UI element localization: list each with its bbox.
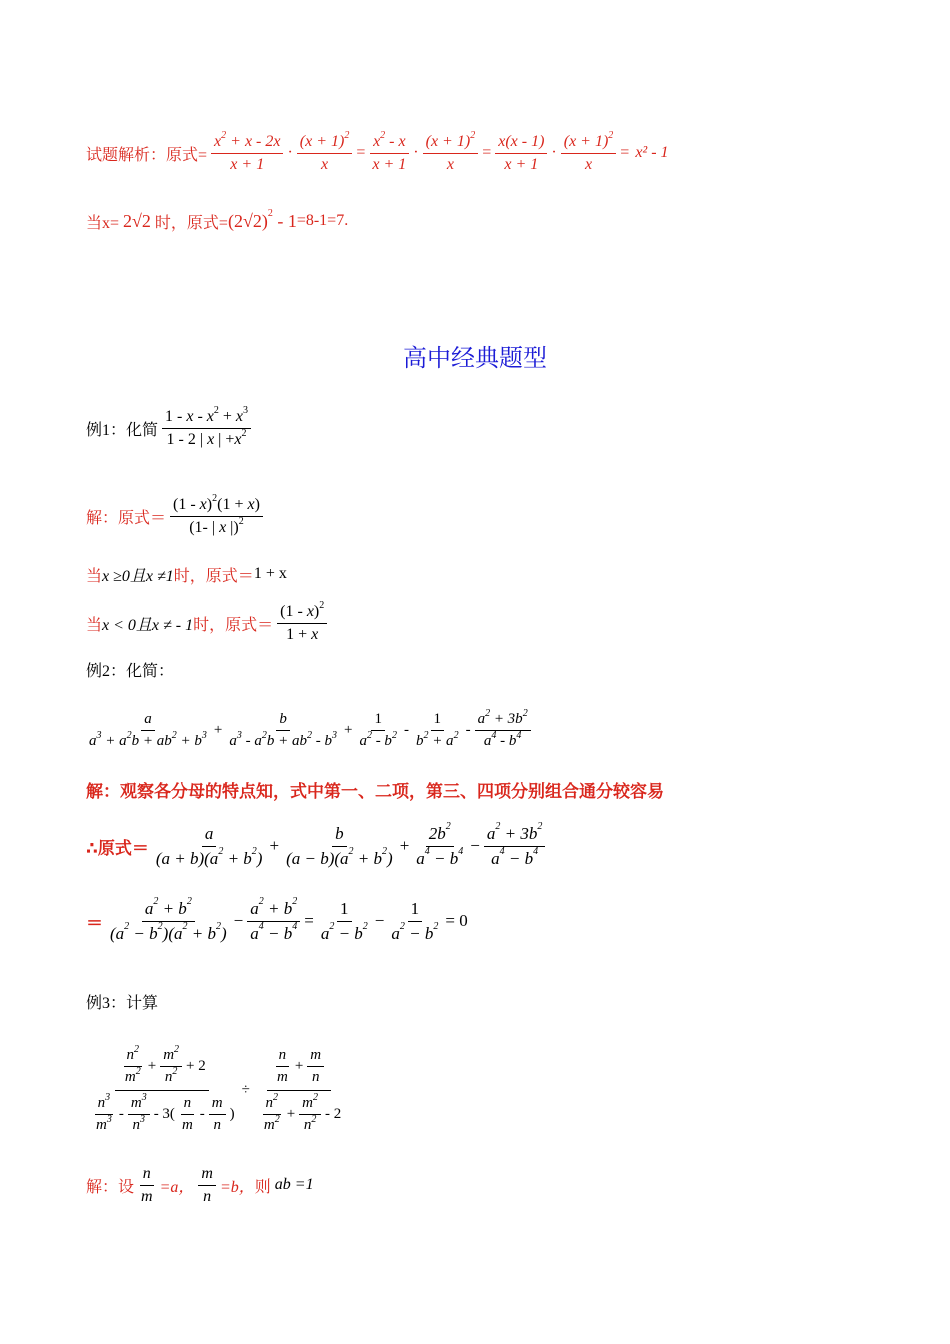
- solution-label: 解：设: [86, 1178, 135, 1196]
- compound-fraction: $\frac{n^2}{m^2}$ + $\frac{m^2}{n^2}$ + 2 $\frac{n^3}{m^3}$ - $\frac{m^3}{n^3}$ - 3( $\frac{n}{m}$ - $\frac{m}{n}$ ): [86, 1047, 238, 1134]
- fraction: $\frac{1}{a^2 - b^2}$: [391, 898, 439, 943]
- fraction: $\frac{a^2 + b^2}{(a^2 - b^2)(a^2 + b^2)}$: [110, 895, 227, 943]
- zero-result: = 0: [445, 911, 468, 930]
- case-1-condition: x ≥0且x ≠1: [102, 567, 174, 585]
- when-line: [86, 206, 348, 236]
- fraction: $\frac{a^2 + 3b^2}{a^4 - b^4}$: [484, 824, 545, 869]
- example-2-step-1: ∴原式＝ $\frac{a}{(a + b)(a^2 + b^2)}$ + $\frac{b}{(a - b)(a^2 + b^2)}$ + $\frac{2b^2}{a^4 - b^4}$ − $\frac{a^2 + 3b^2}{a^4 - b^4}$: [86, 818, 549, 874]
- fraction: $\frac{1}{a^2 - b^2}$: [359, 710, 397, 749]
- case-1-prefix: 当: [86, 567, 103, 585]
- fraction: $\frac{b}{(a - b)(a^2 + b^2)}$: [286, 823, 393, 868]
- substitution-a: =a，: [159, 1178, 195, 1196]
- example-1-solution: [86, 490, 267, 542]
- fraction: $\frac{x^2 - x}{x + 1}$: [369, 133, 409, 174]
- fraction: $\frac{a^2 + b^2}{a^4 - b^4}$: [247, 899, 300, 944]
- when-value: 2√2: [123, 210, 151, 231]
- fraction: $\frac{(x + 1)^2}{x}$: [297, 133, 353, 174]
- equals-sign: ＝: [86, 913, 103, 933]
- solution-label: 解：原式＝: [86, 509, 167, 527]
- fraction: $\frac{n^2}{m^2}$: [263, 1091, 280, 1133]
- example-3-expression: $\frac{n^2}{m^2}$ + $\frac{m^2}{n^2}$ + 2 $\frac{n^3}{m^3}$ - $\frac{m^3}{n^3}$ - 3( $\frac{n}{m}$ - $\frac{m}{n}$ ) ÷ $\frac{n}{m}$ + $\frac{m}{n}$ $\frac{n^2}{m^2}$ + $\frac{m^2}{n^2}$ - 2: [86, 1036, 348, 1144]
- example-1-label: 例1：化简: [86, 421, 159, 439]
- case-1: [86, 562, 287, 586]
- example-2-solution-text: 解：观察各分母的特点知，式中第一、二项，第三、四项分别组合通分较容易: [86, 782, 664, 802]
- example-2-expression: $\frac{a}{a^3 + a^2b + ab^2 + b^3}$ + $\frac{b}{a^3 - a^2b + ab^2 - b^3}$ + $\frac{1}{a^2 - b^2}$ - $\frac{1}{b^2 + a^2}$ - $\frac{a^2 + 3b^2}{a^4 - b^4}$: [86, 704, 535, 756]
- fraction: $\frac{m}{n}$: [307, 1047, 324, 1086]
- fraction: $\frac{n^3}{m^3}$: [96, 1091, 112, 1133]
- fraction: $\frac{n^2}{m^2}$: [124, 1043, 141, 1085]
- fraction: $\frac{n}{m}$: [181, 1094, 193, 1133]
- case-1-result: 1 + x: [253, 565, 287, 582]
- fraction: $\frac{x^2 + x - 2x}{x + 1}$: [211, 133, 283, 174]
- fraction: $\frac{n}{m}$: [141, 1164, 153, 1205]
- fraction: $\frac{m}{n}$: [209, 1095, 226, 1134]
- fraction: $\frac{m^3}{n^3}$: [128, 1095, 150, 1134]
- when-expression: $(2√2)^2 - 1$: [227, 207, 297, 231]
- analysis-tail: x² - 1: [635, 144, 669, 161]
- therefore-label: ∴原式＝: [86, 838, 149, 859]
- fraction: $\frac{(1 - x)^2}{1 + x}$: [277, 603, 327, 644]
- example-2-label: 例2：化简：: [86, 663, 175, 680]
- product-result: ab =1: [274, 1176, 314, 1193]
- case-2: [86, 598, 331, 648]
- fraction: $\frac{2b^2}{a^4 - b^4}$: [416, 820, 464, 868]
- fraction: $\frac{x(x - 1)}{x + 1}$: [495, 133, 547, 174]
- example-3-solution: [86, 1162, 314, 1208]
- fraction: $\frac{n}{m}$: [276, 1046, 288, 1085]
- fraction: $\frac{m^2}{n^2}$: [299, 1095, 321, 1134]
- fraction: $\frac{a}{(a + b)(a^2 + b^2)}$: [155, 823, 263, 868]
- fraction: $\frac{1}{a^2 - b^2}$: [320, 898, 368, 943]
- analysis-label: 试题解析：原式=: [86, 146, 208, 164]
- fraction: $\frac{a^2 + 3b^2}{a^4 - b^4}$: [475, 711, 531, 750]
- then-word: 则: [254, 1178, 271, 1196]
- fraction: $\frac{(x + 1)^2}{x}$: [561, 133, 617, 174]
- example-3-label: 例3：计算: [86, 995, 159, 1012]
- compound-fraction: $\frac{n}{m}$ + $\frac{m}{n}$ $\frac{n^2}{m^2}$ + $\frac{m^2}{n^2}$ - 2: [254, 1047, 344, 1134]
- case-2-middle: 时，原式＝: [193, 616, 274, 634]
- case-1-middle: 时，原式＝: [173, 567, 254, 585]
- fraction: $\frac{a}{a^3 + a^2b + ab^2 + b^3}$: [89, 710, 207, 749]
- when-result: =8-1=7.: [296, 212, 349, 229]
- fraction: $\frac{m^2}{n^2}$: [160, 1047, 182, 1086]
- analysis-line: 试题解析：原式= $\frac{x^2 + x - 2x}{x + 1}$ · $\frac{(x + 1)^2}{x}$ = $\frac{x^2 - x}{x + 1}$ · $\frac{(x + 1)^2}{x}$ = $\frac{x(x - 1)}{x + 1}$ · $\frac{(x + 1)^2}{x}$ = x² - 1: [86, 129, 669, 173]
- when-mid: 时，原式=: [154, 214, 228, 232]
- example-1: [86, 402, 255, 454]
- when-text: 当x=: [86, 214, 120, 232]
- fraction: $\frac{m}{n}$: [198, 1165, 216, 1206]
- example-2-step-2: ＝ $\frac{a^2 + b^2}{(a^2 - b^2)(a^2 + b^2)}$ − $\frac{a^2 + b^2}{a^4 - b^4}$ = $\frac{1}{a^2 - b^2}$ − $\frac{1}{a^2 - b^2}$ = 0: [86, 895, 468, 943]
- case-2-condition: x < 0且x ≠ - 1: [102, 616, 194, 634]
- substitution-b: =b，: [219, 1178, 255, 1196]
- fraction: $\frac{b}{a^3 - a^2b + ab^2 - b^3}$: [229, 710, 337, 749]
- fraction: $\frac{(1 - x)^2(1 + x)}{(1- | x |)^2}$: [170, 496, 263, 537]
- section-title: 高中经典题型: [403, 344, 547, 372]
- fraction: $\frac{1 - x - x^2 + x^3}{1 - 2 | x | +x^2}$: [162, 408, 251, 449]
- case-2-prefix: 当: [86, 616, 103, 634]
- fraction: $\frac{1}{b^2 + a^2}$: [415, 710, 459, 749]
- fraction: $\frac{(x + 1)^2}{x}$: [423, 133, 479, 174]
